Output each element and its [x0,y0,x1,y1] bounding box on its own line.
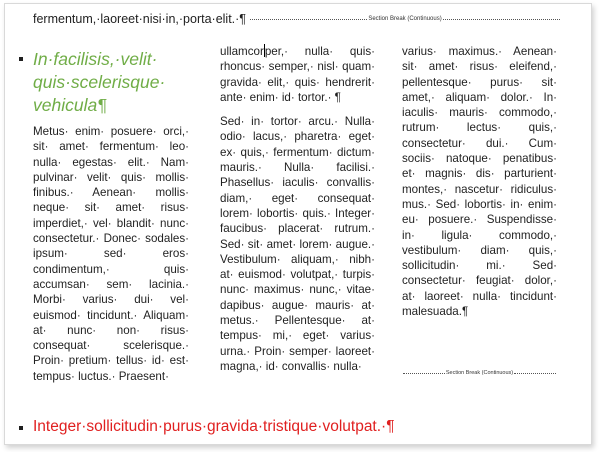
red-heading[interactable]: Integer·sollicitudin·purus·gravida·tristique·volutpat.·¶ [33,418,395,435]
heading-text: In·facilisis,·velit· quis·scelerisque· vehicula¶ [33,49,166,115]
section-break-dots-right [443,19,560,20]
green-heading[interactable] [33,48,189,117]
column-2-paragraph-2[interactable]: Sed· in· tortor· arcu.· Nulla· odio· lacus,· pharetra· eget· ex· quis,· fermentum· dictum· mauris.· Nulla· facilisi.· Phasellus· iaculis· convallis· diam,· eget· consequat· lorem· lobortis· quis.· Integer· faucibus· placerat· rutrum.· Sed· sit· amet· lorem· augue.· Vestibulum· aliquam,· nibh· at· euismod· volutpat,· turpis· nunc· maximus· nunc,· vitae· dapibus· augue· mauris· at· metus.· Pellentesque· at· tempus· mi,· eget· varius· urna.· Proin· semper· laoreet· magna,· id· convallis· nulla· [220,115,375,373]
section-break-dots-right [514,373,556,374]
column-2-paragraph-1[interactable] [220,44,375,105]
column-3-text[interactable]: varius· maximus.· Aenean· sit· amet· risus· eleifend,· pellentesque· purus· sit· amet,· aliquam· dolor.· In· iaculis· mauris· commodo,· rutrum· lectus· quis,· consectetur· dui.· Cum· sociis· natoque· penatibus· et· magnis· dis· parturient· montes,· nascetur· ridiculus· mus.· Sed· lobortis· in· enim· eu· posuere.· Suspendisse· in· ligula· commodo,· vestibulum· diam· quis,· sollicitudin· mi.· Sed· consectetur· feugiat· dolor,· at· laoreet· nulla· tincidunt· malesuada.¶ [402,45,557,319]
column-1-text[interactable]: Metus· enim· posuere· orci,· sit· amet· fermentum· leo· nulla· egestas· elit.· Nam· pulvinar· velit· quis· mollis· finibus.· Aenean· mollis· neque· sit· amet· risus· imperdiet,· vel· blandit· nunc· consectetur.· Donec· sodales· ipsum· sed· eros· condimentum,· quis· accumsan· sem· lacinia.· Morbi· varius· dui· vel· euismod· tincidunt.· Aliquam· at· nunc· non· risus· consequat· scelerisque.· Proin· pretium· tellus· id· est· tempus· luctus.· Praesent· [33,125,189,383]
section-break-top [249,16,561,22]
top-paragraph-text: fermentum,·laoreet·nisi·in,·porta·elit.·¶ [33,12,247,26]
paragraph-bullet-marker [19,57,23,61]
section-break-label: Section Break (Continuous) [445,370,514,376]
paragraph-gap [220,105,375,114]
column-1 [33,44,189,384]
section-break-dots-left [403,373,445,374]
section-break-dots-left [250,19,367,20]
column-2-text-after-cursor: per,· nulla· quis· rhoncus· semper,· nisl· quam· gravida· elit,· quis· hendrerit· ante· enim· id· tortor.· ¶ [220,45,375,104]
paragraph-bullet-marker [19,426,23,430]
document-page [4,3,592,445]
top-text-line [33,12,561,26]
column-2-text-before-cursor: ullamcor [220,45,264,58]
section-break-bottom [402,370,557,376]
column-3 [402,44,557,319]
column-2 [220,44,375,374]
section-break-label: Section Break (Continuous) [368,16,442,22]
